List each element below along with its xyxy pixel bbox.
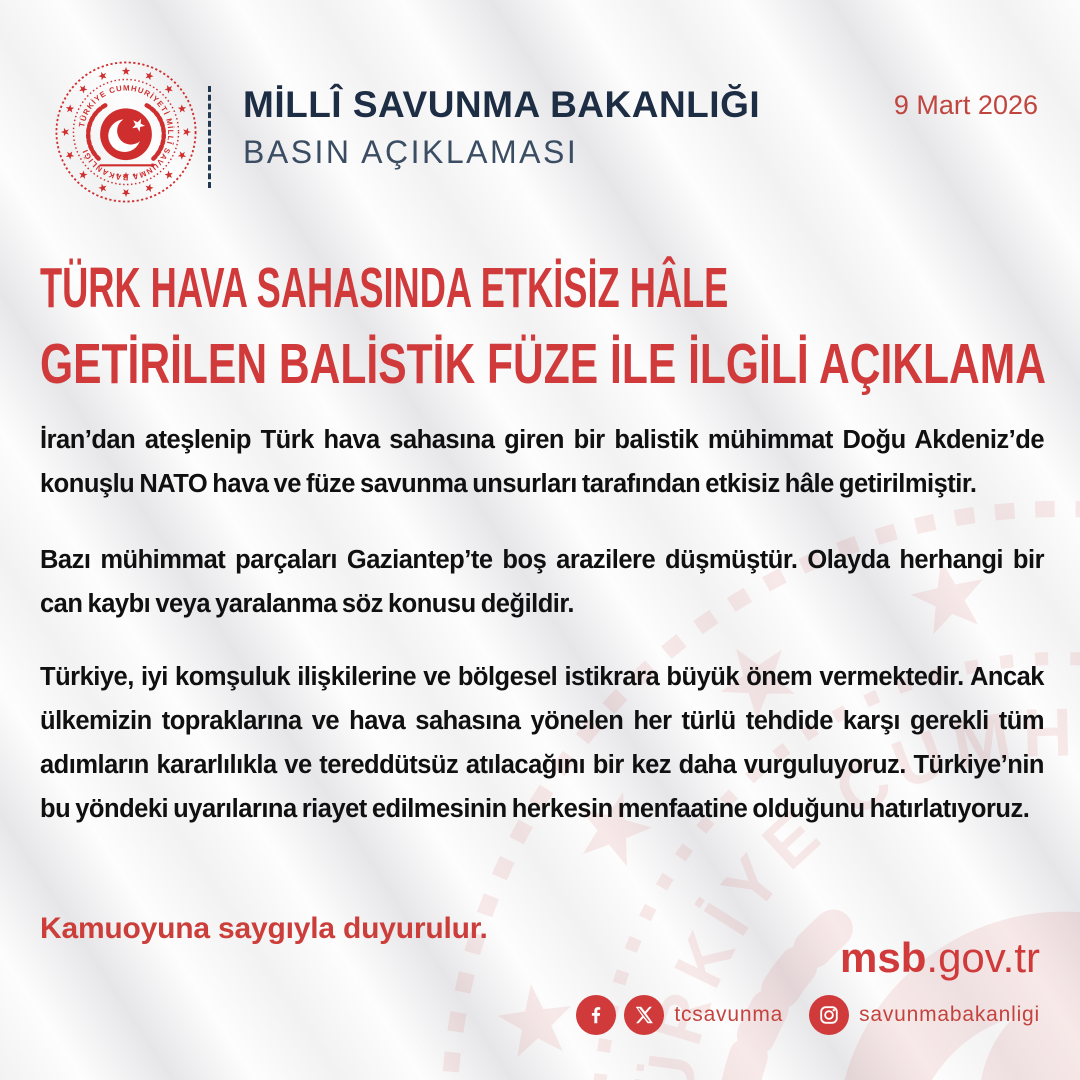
body-paragraph-1: İran’dan ateşlenip Türk hava sahasına giren bir balistik mühimmat Doğu Akdeniz’de konuşlu NATO hava ve füze savunma unsurları tarafından etkisiz hâle getirilmiştir. bbox=[40, 426, 1044, 498]
body-paragraph-2: Bazı mühimmat parçaları Gaziantep’te boş arazilere düşmüştür. Olayda herhangi bir can kaybı veya yaralanma söz konusu değildir. bbox=[40, 546, 1044, 618]
instagram-handle[interactable]: savunmabakanligi bbox=[859, 1003, 1040, 1026]
ministry-title: MİLLÎ SAVUNMA BAKANLIĞI bbox=[243, 84, 761, 125]
date: 9 Mart 2026 bbox=[893, 90, 1038, 120]
headline-line-1: TÜRK HAVA SAHASINDA ETKİSİZ HÂLE bbox=[40, 256, 729, 320]
instagram-button[interactable] bbox=[809, 995, 849, 1035]
header-divider bbox=[208, 86, 211, 188]
website-link[interactable] bbox=[840, 934, 1040, 982]
x-icon bbox=[633, 1004, 655, 1026]
x-button[interactable] bbox=[624, 995, 664, 1035]
headline bbox=[40, 250, 1080, 402]
press-release-subtitle: BASIN AÇIKLAMASI bbox=[243, 134, 579, 170]
instagram-icon bbox=[818, 1004, 840, 1026]
headline-line-2: GETİRİLEN BALİSTİK FÜZE İLE İLGİLİ AÇIKLAMA bbox=[40, 332, 1046, 396]
website-rest-part: .gov.tr bbox=[926, 934, 1040, 981]
social-row bbox=[576, 995, 1040, 1035]
facebook-button[interactable] bbox=[576, 995, 616, 1035]
closing-line: Kamuoyuna saygıyla duyurulur. bbox=[40, 912, 488, 945]
ministry-seal-logo bbox=[52, 58, 200, 206]
facebook-icon bbox=[585, 1004, 607, 1026]
x-handle[interactable]: tcsavunma bbox=[674, 1003, 784, 1026]
website-bold-part: msb bbox=[840, 934, 927, 981]
body-paragraph-3: Türkiye, iyi komşuluk ilişkilerine ve bölgesel istikrara büyük önem vermektedir. Ancak ülkemizin topraklarına ve hava sahasına yönelen her türlü tehdide karşı gerekli tüm adımların kararlılıkla ve tereddütsüz atılacağını bir kez daha vurguluyoruz. Türkiye’nin bu yöndeki uyarılarına riayet edilmesinin herkesin menfaatine olduğunu hatırlatıyoruz. bbox=[40, 663, 1044, 823]
